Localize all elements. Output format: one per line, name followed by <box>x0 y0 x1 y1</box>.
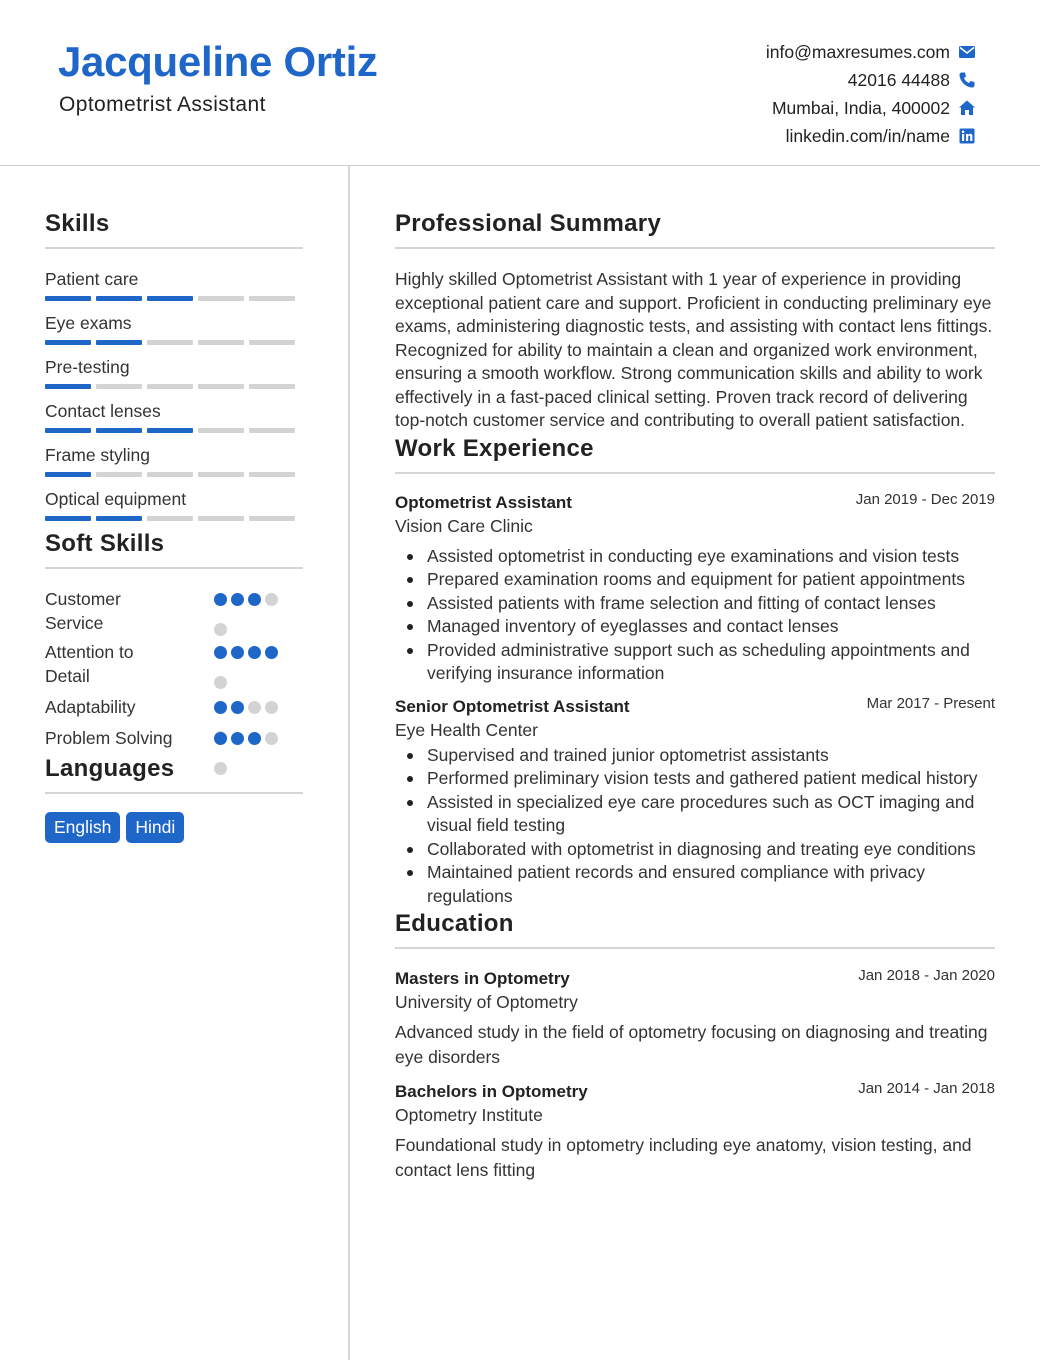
contact-address <box>766 94 976 122</box>
skill-level-bar <box>45 472 303 477</box>
skill-item <box>45 266 303 301</box>
language-badge: Hindi <box>126 812 184 843</box>
list-item: Supervised and trained junior optometrist assistants <box>395 744 995 768</box>
level-segment-empty <box>198 340 244 345</box>
school-name: University of Optometry <box>395 992 578 1012</box>
level-segment-empty <box>198 516 244 521</box>
level-segment-empty <box>198 472 244 477</box>
languages-heading: Languages <box>45 755 303 794</box>
language-badge: English <box>45 812 120 843</box>
skill-item <box>45 486 303 521</box>
level-dot-empty <box>265 593 278 606</box>
level-segment-empty <box>249 340 295 345</box>
home-icon <box>958 99 976 117</box>
skill-label: Contact lenses <box>45 401 161 421</box>
level-segment-empty <box>147 340 193 345</box>
summary-text: Highly skilled Optometrist Assistant with 1 year of experience in providing exceptional patient care and support. Proficient in conducting preliminary eye exams, administering diagnostic tests, and assisting with contact lens fittings. Recognized for ability to maintain a clean and organized work environment, ensuring a smooth workflow. Strong communication skills and ability to work effectively in a fast-paced clinical setting. Proven track record of delivering top-notch customer service and contributing to overall patient satisfaction. <box>395 269 993 430</box>
skill-level-bar <box>45 516 303 521</box>
level-segment-empty <box>249 384 295 389</box>
soft-skill-item <box>45 640 303 695</box>
degree-title: Masters in Optometry <box>395 969 570 988</box>
job-date: Jan 2019 - Dec 2019 <box>855 490 995 508</box>
soft-skill-label: Problem Solving <box>45 728 173 748</box>
summary-heading: Professional Summary <box>395 210 995 249</box>
level-segment-filled <box>45 384 91 389</box>
level-dot-filled <box>248 732 261 745</box>
level-dot-empty <box>265 732 278 745</box>
list-item: Managed inventory of eyeglasses and contact lenses <box>395 615 995 639</box>
contact-email-text: info@maxresumes.com <box>765 41 950 62</box>
level-dot-empty <box>214 676 227 689</box>
job-organization: Vision Care Clinic <box>395 515 533 536</box>
skill-level-bar <box>45 384 303 389</box>
level-segment-filled <box>147 296 193 301</box>
level-segment-empty <box>249 428 295 433</box>
skill-item <box>45 398 303 433</box>
level-dot-filled <box>231 593 244 606</box>
contact-phone[interactable] <box>766 66 976 94</box>
level-segment-empty <box>147 516 193 521</box>
skill-item <box>45 354 303 389</box>
left-column <box>45 166 303 843</box>
level-dot-empty <box>214 762 227 775</box>
education-heading: Education <box>395 910 995 949</box>
envelope-icon <box>958 43 976 61</box>
job-title: Senior Optometrist Assistant <box>395 696 630 716</box>
level-segment-filled <box>45 472 91 477</box>
list-item: Assisted in specialized eye care procedures such as OCT imaging and visual field testing <box>395 791 995 838</box>
level-dot-filled <box>214 732 227 745</box>
skill-level-bar <box>45 428 303 433</box>
level-dot-filled <box>248 646 261 659</box>
skill-item <box>45 310 303 345</box>
level-segment-empty <box>147 384 193 389</box>
skills-heading: Skills <box>45 210 303 249</box>
job-bullets <box>395 744 995 909</box>
linkedin-icon <box>958 127 976 145</box>
soft-skill-item <box>45 695 303 726</box>
soft-skills-list <box>45 587 303 756</box>
level-segment-filled <box>96 340 142 345</box>
experience-heading: Work Experience <box>395 435 995 474</box>
level-segment-empty <box>147 472 193 477</box>
contact-phone-text: 42016 44488 <box>847 69 950 90</box>
level-segment-empty <box>249 296 295 301</box>
candidate-title: Optometrist Assistant <box>59 93 266 116</box>
contact-email[interactable] <box>766 38 976 66</box>
job-entry <box>395 694 995 909</box>
level-segment-filled <box>96 516 142 521</box>
level-dot-filled <box>214 593 227 606</box>
column-divider <box>348 166 350 1360</box>
skill-level-bar <box>45 296 303 301</box>
level-dot-filled <box>231 701 244 714</box>
level-segment-filled <box>45 428 91 433</box>
list-item: Performed preliminary vision tests and gathered patient medical history <box>395 767 995 791</box>
soft-skill-label: Customer Service <box>45 589 121 633</box>
education-entry <box>395 1082 995 1182</box>
level-segment-empty <box>249 516 295 521</box>
list-item: Maintained patient records and ensured compliance with privacy regulations <box>395 861 995 908</box>
skill-item <box>45 442 303 477</box>
resume-header <box>0 0 1040 166</box>
list-item: Assisted patients with frame selection and fitting of contact lenses <box>395 592 995 616</box>
level-segment-empty <box>198 384 244 389</box>
level-segment-filled <box>45 340 91 345</box>
skill-label: Patient care <box>45 269 139 289</box>
level-dot-empty <box>265 701 278 714</box>
contact-address-text: Mumbai, India, 400002 <box>771 97 950 118</box>
level-segment-filled <box>45 516 91 521</box>
contact-linkedin[interactable] <box>766 122 976 150</box>
job-bullets <box>395 545 995 686</box>
phone-icon <box>958 71 976 89</box>
level-segment-filled <box>147 428 193 433</box>
level-dot-filled <box>248 593 261 606</box>
soft-skill-item <box>45 726 303 756</box>
skills-list <box>45 266 303 521</box>
level-dot-empty <box>214 623 227 636</box>
school-name: Optometry Institute <box>395 1105 543 1125</box>
job-date: Mar 2017 - Present <box>866 694 995 712</box>
level-segment-empty <box>96 384 142 389</box>
level-segment-empty <box>198 428 244 433</box>
list-item: Prepared examination rooms and equipment for patient appointments <box>395 568 995 592</box>
level-segment-empty <box>96 472 142 477</box>
language-list <box>45 812 303 843</box>
skill-label: Pre-testing <box>45 357 130 377</box>
right-column <box>395 166 995 1182</box>
contact-list <box>766 38 976 150</box>
education-entry <box>395 969 995 1069</box>
skill-label: Optical equipment <box>45 489 187 509</box>
level-segment-filled <box>45 296 91 301</box>
level-dot-filled <box>265 646 278 659</box>
skill-level-bar <box>45 340 303 345</box>
level-segment-filled <box>96 428 142 433</box>
education-date: Jan 2018 - Jan 2020 <box>858 967 995 984</box>
list-item: Assisted optometrist in conducting eye examinations and vision tests <box>395 545 995 569</box>
level-dot-empty <box>248 701 261 714</box>
level-segment-empty <box>198 296 244 301</box>
job-organization: Eye Health Center <box>395 719 538 740</box>
level-dot-filled <box>231 646 244 659</box>
soft-skill-dots <box>214 732 286 792</box>
skill-label: Frame styling <box>45 445 151 465</box>
soft-skill-label: Adaptability <box>45 697 136 717</box>
contact-linkedin-text: linkedin.com/in/name <box>785 125 950 146</box>
education-description: Advanced study in the field of optometry focusing on diagnosing and treating eye disorders <box>395 1022 988 1067</box>
degree-title: Bachelors in Optometry <box>395 1082 588 1101</box>
level-dot-filled <box>231 732 244 745</box>
level-dot-filled <box>214 646 227 659</box>
education-description: Foundational study in optometry including eye anatomy, vision testing, and contact lens fitting <box>395 1135 972 1180</box>
candidate-name: Jacqueline Ortiz <box>58 38 378 85</box>
list-item: Collaborated with optometrist in diagnosing and treating eye conditions <box>395 838 995 862</box>
level-segment-empty <box>249 472 295 477</box>
soft-skill-item <box>45 587 303 640</box>
education-date: Jan 2014 - Jan 2018 <box>858 1080 995 1097</box>
level-dot-filled <box>214 701 227 714</box>
skill-label: Eye exams <box>45 313 132 333</box>
list-item: Provided administrative support such as scheduling appointments and verifying insurance information <box>395 639 995 686</box>
level-segment-filled <box>96 296 142 301</box>
soft-skills-heading: Soft Skills <box>45 530 303 569</box>
job-title: Optometrist Assistant <box>395 492 572 512</box>
soft-skill-label: Attention to Detail <box>45 642 134 686</box>
job-entry <box>395 490 995 686</box>
